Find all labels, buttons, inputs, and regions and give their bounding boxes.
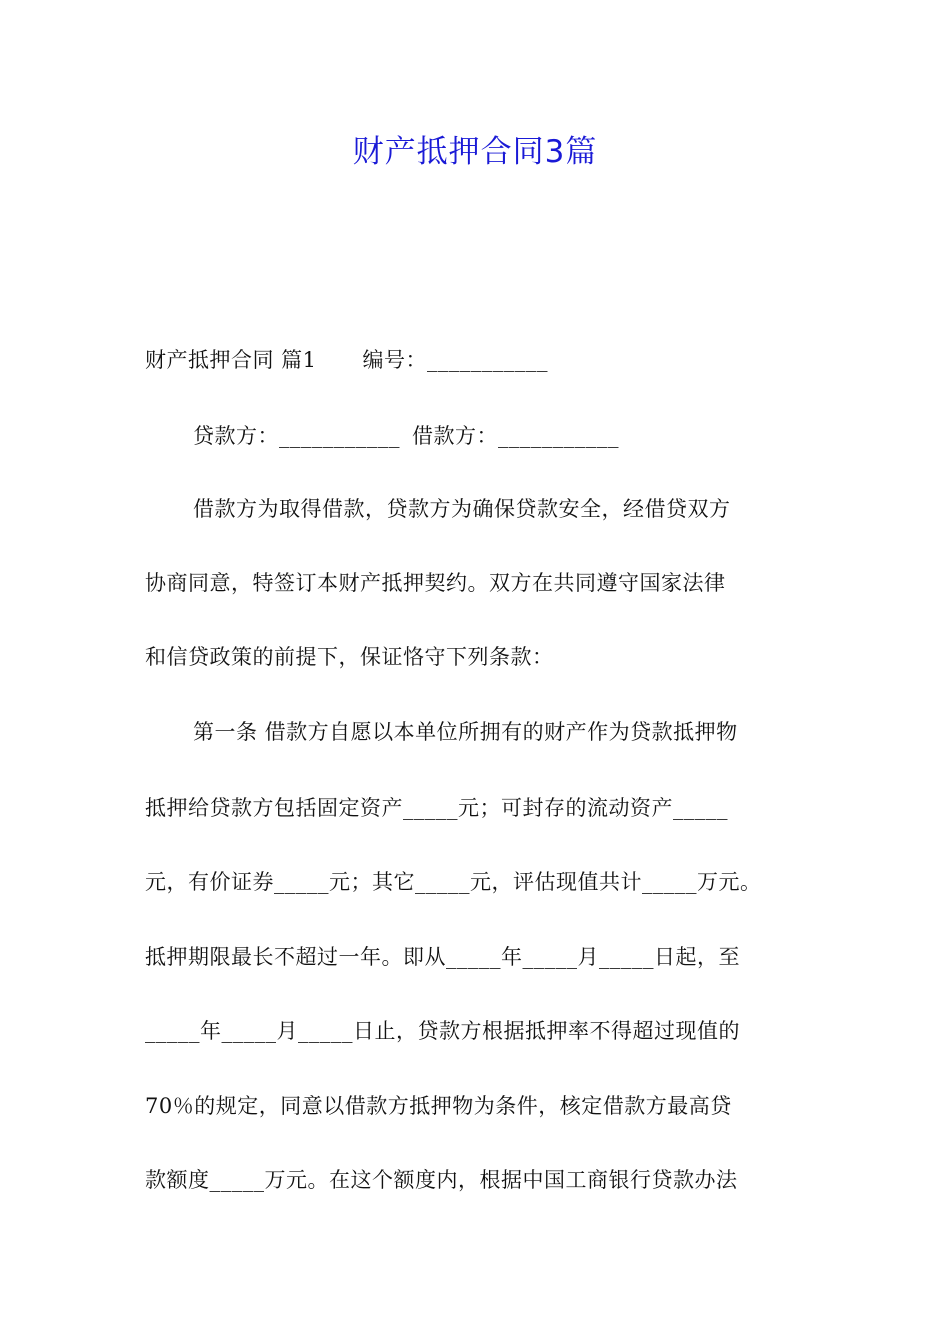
document-title: 财产抵押合同3篇 bbox=[352, 134, 598, 170]
paragraph-line: 抵押给贷款方包括固定资产_____元；可封存的流动资产_____ bbox=[145, 796, 728, 820]
paragraph-line: 款额度_____万元。在这个额度内，根据中国工商银行贷款办法 bbox=[145, 1168, 738, 1192]
section-label: 财产抵押合同 篇1 bbox=[145, 348, 317, 372]
contract-number-label: 编号：___________ bbox=[362, 348, 549, 372]
borrower-label: 借款方：___________ bbox=[412, 424, 619, 448]
paragraph-line: _____年_____月_____日止，贷款方根据抵押率不得超过现值的 bbox=[145, 1019, 740, 1043]
paragraph-line: 协商同意，特签订本财产抵押契约。双方在共同遵守国家法律 bbox=[145, 571, 726, 595]
paragraph-line: 和信贷政策的前提下，保证恪守下列条款： bbox=[145, 645, 554, 669]
contract-header-line bbox=[145, 345, 548, 375]
paragraph-line: 第一条 借款方自愿以本单位所拥有的财产作为贷款抵押物 bbox=[193, 720, 738, 744]
paragraph-line: 元，有价证券_____元；其它_____元，评估现值共计_____万元。 bbox=[145, 870, 762, 894]
paragraph-line: 借款方为取得借款，贷款方为确保贷款安全，经借贷双方 bbox=[193, 497, 731, 521]
parties-line bbox=[193, 421, 619, 451]
paragraph-line: 抵押期限最长不超过一年。即从_____年_____月_____日起，至 bbox=[145, 945, 740, 969]
lender-label: 贷款方：___________ bbox=[193, 424, 400, 448]
paragraph-line: 70％的规定，同意以借款方抵押物为条件，核定借款方最高贷 bbox=[145, 1094, 732, 1118]
